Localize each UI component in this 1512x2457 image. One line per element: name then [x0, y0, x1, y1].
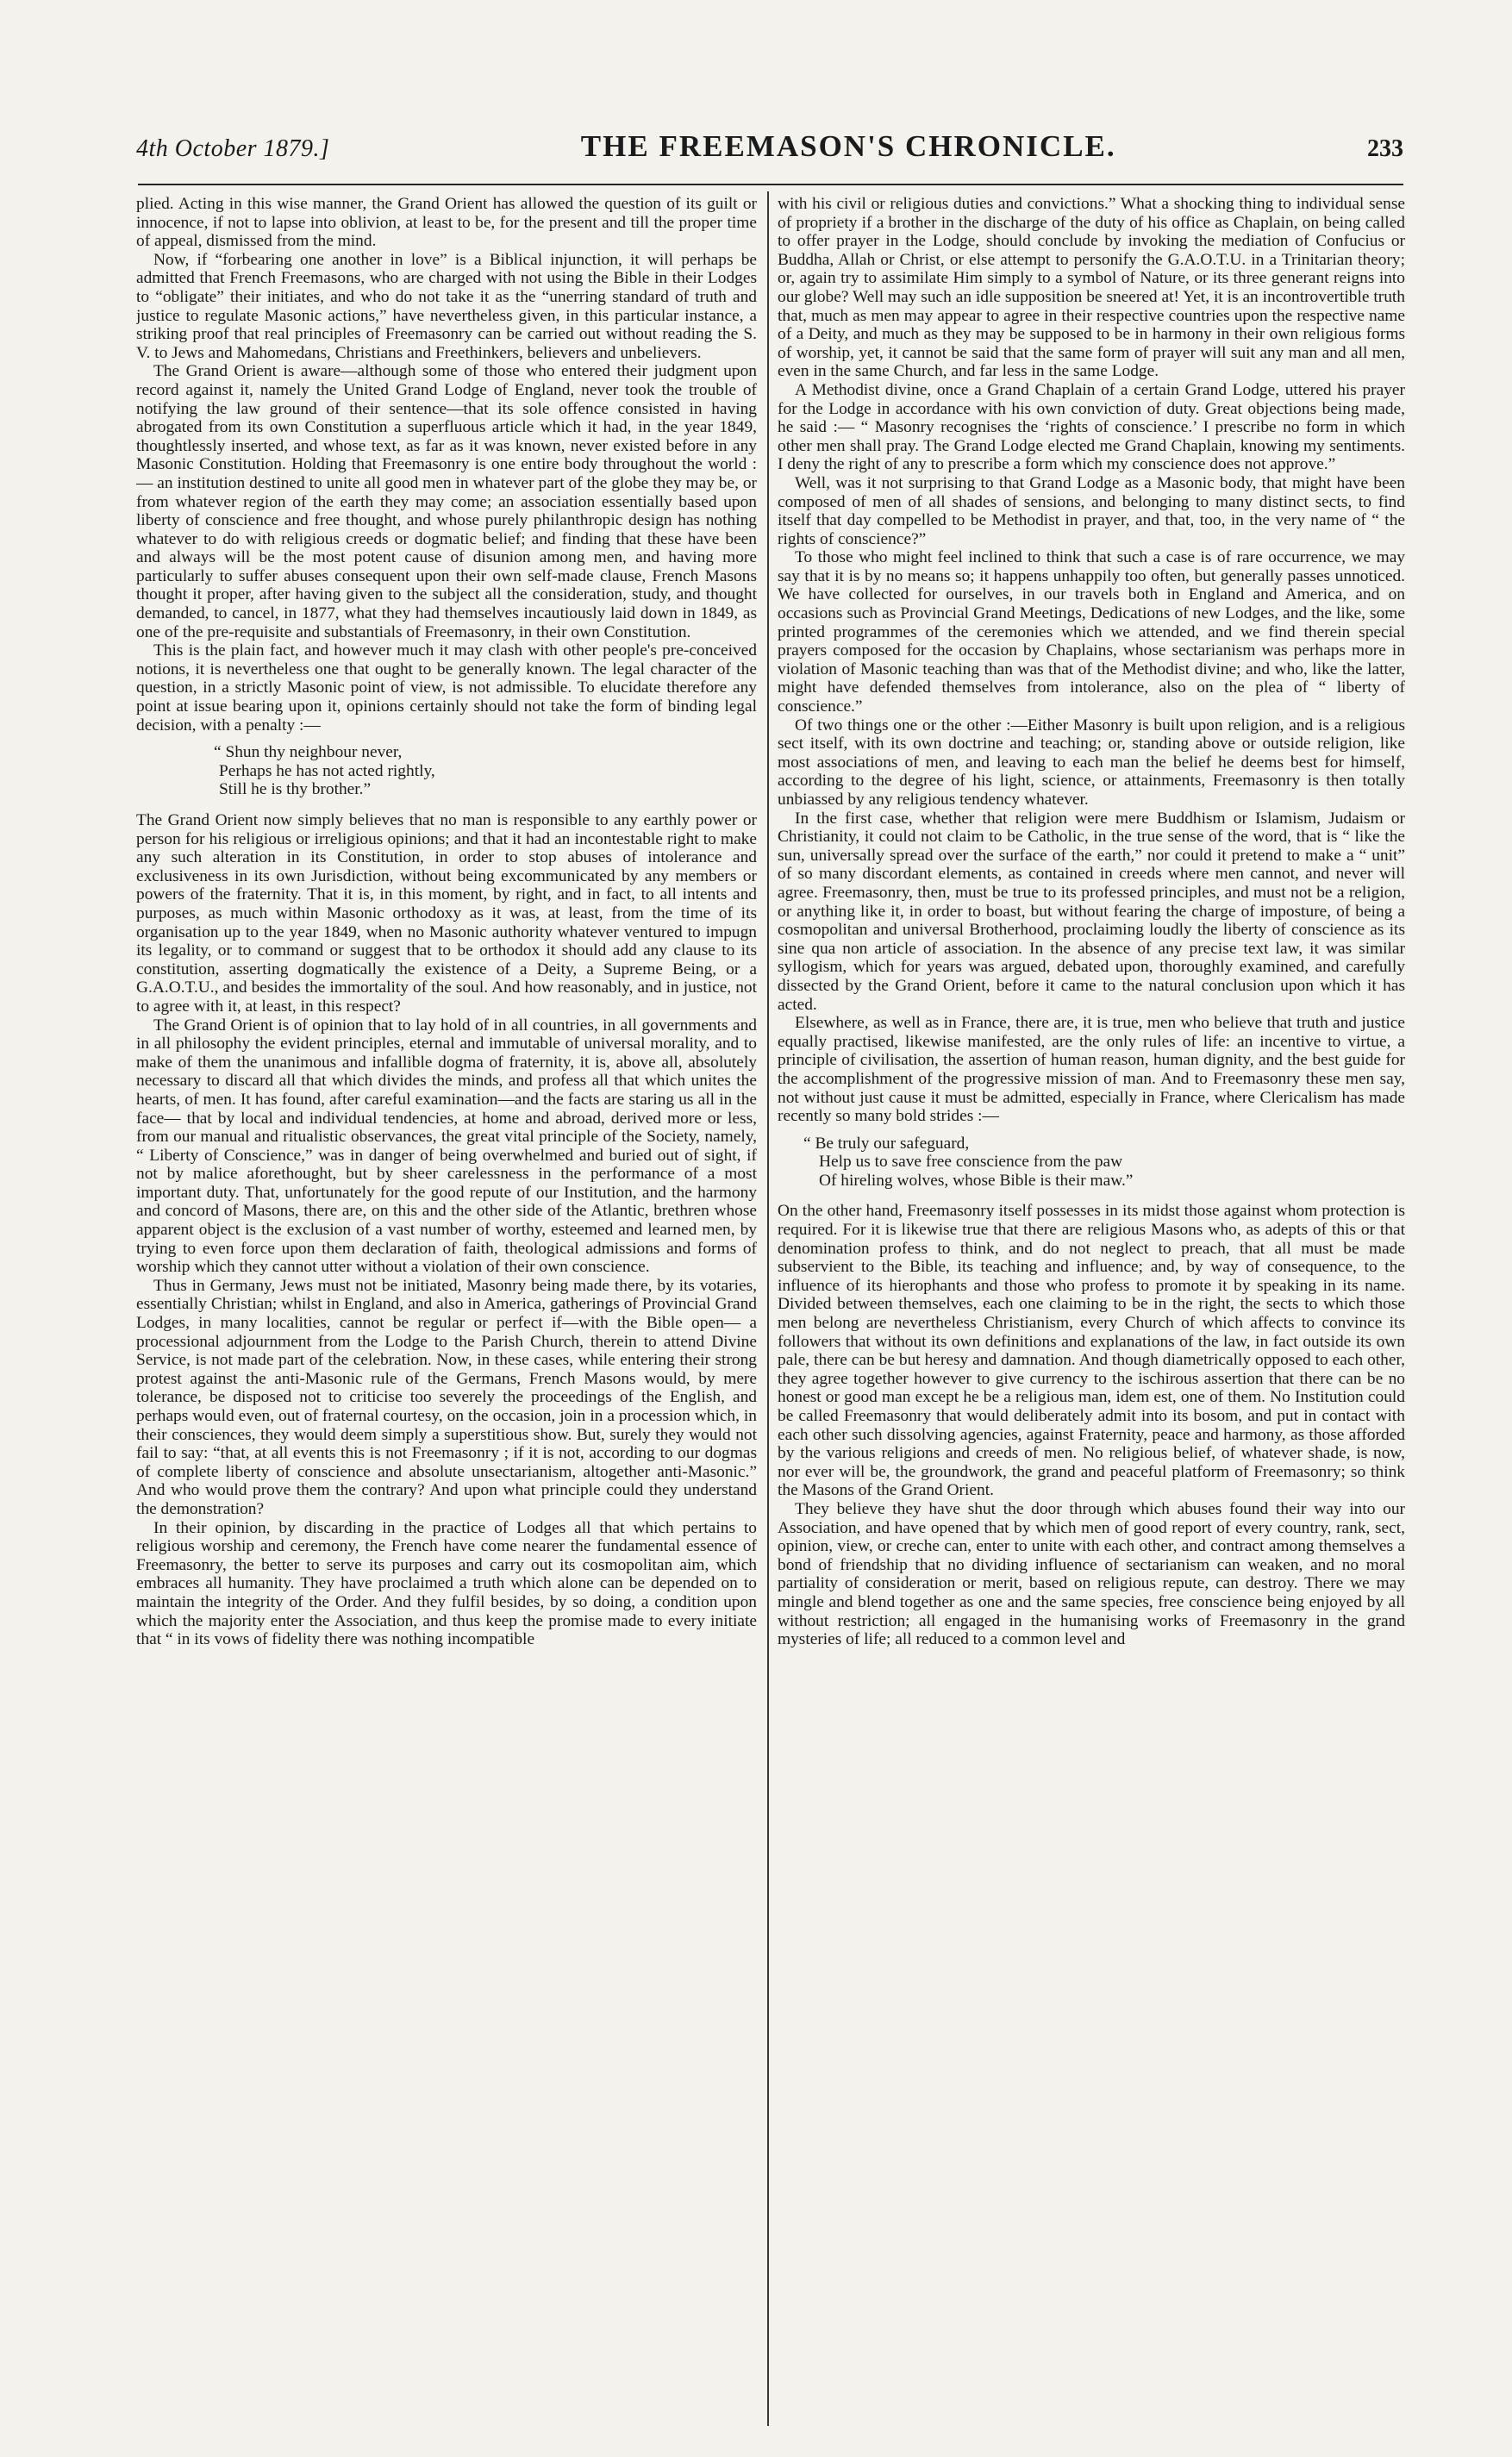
issue-date: 4th October 1879.]: [136, 135, 330, 162]
paragraph: On the other hand, Freemasonry itself possesses in its midst those against whom protection is required. For it is likewise true that there are religious Masons who, as adepts of this or that denomination profess to think, and do not neglect to preach, that all must be made subservient to the Bible, its teaching and influence; and, by way of consequence, to the influence of its hierophants and those who profess to promote it by speaking in its name. Divided between themselves, each one claiming to be in the right, the sects to which those men belong are nevertheless Christianism, every Church of which affects to convince its followers that without its own definitions and explanations of the law, in fact outside its own pale, there can be but heresy and damnation. And though diametrically opposed to each other, they agree together however to give currency to the ischirous assertion that there can be no honest or good man except he be a religious man, idem est, one of them. No Institution could be called Freemasonry that would deliberately admit into its bosom, and put in contact with each other such dissolving agencies, against Fraternity, peace and harmony, as those afforded by the various religions and creeds of men. No religious belief, of whatever shade, is now, nor ever will be, the groundwork, the grand and peaceful platform of Freemasonry; so think the Masons of the Grand Orient.: [778, 1202, 1405, 1500]
left-column: [136, 195, 757, 2428]
paragraph: Now, if “forbearing one another in love” is a Biblical injunction, it will perhaps be admitted that French Freemasons, who are charged with not using the Bible in their Lodges to “obligate” their initiates, and who do not take it as the “unerring standard of truth and justice to regulate Masonic actions,” have nevertheless given, in this particular instance, a striking proof that real principles of Freemasonry can be carried out without reading the S. V. to Jews and Mahomedans, Christians and Freethinkers, believers and unbelievers.: [136, 250, 757, 362]
verse-line: “ Be truly our safeguard,: [803, 1134, 970, 1153]
paragraph: Of two things one or the other :—Either Masonry is built upon religion, and is a religious sect itself, with its own doctrine and teaching; or, standing above or outside religion, like most associations of men, and leaving to each man the belief he deems best for himself, according to the degree of his light, science, or attainments, Freemasonry is then totally unbiassed by any religious tendency whatever.: [778, 716, 1405, 809]
paragraph: This is the plain fact, and however much it may clash with other people's pre-conceived notions, it is nevertheless one that ought to be generally known. The legal character of the question, in a strictly Masonic point of view, is not admissible. To elucidate therefore any point at issue bearing upon it, opinions certainly should not take the form of binding legal decision, with a penalty :—: [136, 641, 757, 735]
paragraph: To those who might feel inclined to think that such a case is of rare occurrence, we may say that it is by no means so; it happens unhappily too often, but generally passes unnoticed. We have collected for ourselves, in our travels both in England and America, and on occasions such as Provincial Grand Meetings, Dedications of new Lodges, and the like, some printed programmes of the ceremonies which we attended, and we find therein special prayers composed for the occasion by Chaplains, whose sectarianism was perhaps more in violation of Masonic teaching than was that of the Methodist divine; and who, like the latter, might have defended themselves from intolerance, also on the plea of “ liberty of conscience.”: [778, 548, 1405, 716]
verse-line: “ Shun thy neighbour never,: [214, 743, 403, 762]
verse-line: Of hireling wolves, whose Bible is their maw.”: [819, 1171, 1134, 1190]
paragraph: Thus in Germany, Jews must not be initiated, Masonry being made there, by its votaries, essentially Christian; whilst in England, and also in America, gatherings of Provincial Grand Lodges, in many localities, cannot be regular or perfect if—with the Bible open— a processional adjournment from the Lodge to the Parish Church, therein to attend Divine Service, is not made part of the celebration. Now, in these cases, while entering their strong protest against the anti-Masonic rule of the Germans, French Masons would, by mere tolerance, be disposed not to criticise too severely the proceedings of the English, and perhaps would even, out of fraternal courtesy, on the occasion, join in a procession which, in their consciences, they would deem simply a superstitious show. But, surely they would not fail to say: “that, at all events this is not Freemasonry ; if it is not, according to our dogmas of complete liberty of conscience and absolute unsectarianism, altogether anti-Masonic.” And who would prove them the contrary? And upon what principle could they understand the demonstration?: [136, 1276, 757, 1518]
verse-line: Help us to save free conscience from the paw: [819, 1153, 1123, 1172]
paragraph: The Grand Orient now simply believes that no man is responsible to any earthly power or person for his religious or irreligious opinions; and that it had an incontestable right to make any such alteration in its Constitution, in order to stop abuses of intolerance and exclusiveness in its own Jurisdiction, without being excommunicated by any members or powers of the fraternity. That it is, in this moment, by right, and in fact, to all intents and purposes, as much within Masonic orthodoxy as it was, at least, from the time of its organisation up to the year 1849, when no Masonic authority whatever ventured to impugn its legality, or to command or suggest that to be orthodox it should add any clause to its constitution, asserting dogmatically the existence of a Deity, a Supreme Being, or a G.A.O.T.U., and besides the immortality of the soul. And how reasonably, and in justice, not to agree with it, at least, in this respect?: [136, 811, 757, 1016]
page-number: 233: [1367, 135, 1403, 162]
verse-line: Still he is thy brother.”: [219, 780, 372, 799]
verse-line: Perhaps he has not acted rightly,: [219, 761, 435, 780]
paragraph: with his civil or religious duties and convictions.” What a shocking thing to individual sense of propriety if a brother in the discharge of the duty of his office as Chaplain, on being called to offer prayer in the Lodge, should conclude by invoking the mediation of Confucius or Buddha, Allah or Christ, or else attempt to personify the G.A.O.T.U. in a Trinitarian theory; or, again try to assimilate Him simply to a symbol of Nature, or its three generant reigns into our globe? Well may such an idle supposition be sneered at! Yet, it is an incontrovertible truth that, much as men may appear to agree in their respective countries upon the respective name of a Deity, and much as they may be supposed to be in harmony in their own religious forms of worship, yet, it cannot be said that the same form of prayer will suit any man and all men, even in the same Church, and far less in the same Lodge.: [778, 195, 1405, 381]
paragraph: The Grand Orient is of opinion that to lay hold of in all countries, in all governments and in all philosophy the evident principles, eternal and immutable of universal morality, and to make of them the unanimous and infallible dogma of fraternity, it is, above all, absolutely necessary to discard all that which divides the minds, and profess all that which unites the hearts, of men. It has found, after careful examination—and the facts are staring us all in the face— that by local and individual tendencies, at home and abroad, derived more or less, from our manual and ritualistic observances, the great vital principle of the Society, namely, “ Liberty of Conscience,” was in danger of being overwhelmed and buried out of sight, if not by malice aforethought, but by sheer carelessness in the performance of a most important duty. That, unfortunately for the good repute of our Institution, and the harmony and concord of Masons, there are, on this and the other side of the Atlantic, brethren whose apparent object is the exclusion of a vast number of worthy, esteemed and learned men, by trying to even force upon them declaration of faith, theological admissions and forms of worship which they cannot utter without a violation of their own conscience.: [136, 1016, 757, 1277]
verse-quote: [136, 743, 757, 799]
paragraph: A Methodist divine, once a Grand Chaplain of a certain Grand Lodge, uttered his prayer for the Lodge in accordance with his own conviction of duty. Great objections being made, he said :— “ Masonry recognises the ‘rights of conscience.’ I prescribe no form in which other men shall pray. The Grand Lodge elected me Grand Chaplain, knowing my sentiments. I deny the right of any to prescribe a form which my conscience does not approve.”: [778, 380, 1405, 474]
paragraph: Well, was it not surprising to that Grand Lodge as a Masonic body, that might have been composed of men of all shades of sensions, and belonging to many distinct sects, to find itself that day compelled to be Methodist in prayer, and that, too, in the very name of “ the rights of conscience?”: [778, 473, 1405, 548]
paragraph: In their opinion, by discarding in the practice of Lodges all that which pertains to religious worship and ceremony, the French have come nearer the fundamental essence of Freemasonry, the better to serve its purposes and carry out its cosmopolitan aim, which embraces all humanity. They have proclaimed a truth which alone can be depended on to maintain the integrity of the Order. And they fulfil besides, by so doing, a condition upon which the majority enter the Association, and thus keep the promise made to every initiate that “ in its vows of fidelity there was nothing incompatible: [136, 1518, 757, 1649]
verse-quote: [778, 1135, 1405, 1191]
publication-title: THE FREEMASON'S CHRONICLE.: [580, 129, 1116, 163]
paragraph: Elsewhere, as well as in France, there are, it is true, men who believe that truth and justice equally practised, likewise manifested, are the only rules of life: an incentive to virtue, a principle of civilisation, the assertion of human reason, human dignity, and the best guide for the accomplishment of the progressive mission of man. And to Freemasonry these men say, not without just cause it must be admitted, especially in France, where Clericalism has made recently so many bold strides :—: [778, 1014, 1405, 1126]
paragraph: In the first case, whether that religion were mere Buddhism or Islamism, Judaism or Christianity, it could not claim to be Catholic, in the true sense of the word, that is “ like the sun, universally spread over the surface of the earth,” nor could it pretend to make a “ unit” of so many discordant elements, as contained in creeds where men cannot, and never will agree. Freemasonry, then, must be true to its professed principles, and must not be a religion, or anything like it, in order to boast, but without fearing the charge of imposture, of being a cosmopolitan and universal Brotherhood, proclaiming loudly the liberty of conscience as its sine qua non article of association. In the absence of any precise text law, it was similar syllogism, which for years was argued, debated upon, thoroughly examined, and carefully dissected by the Grand Orient, before it came to the natural conclusion upon which it has acted.: [778, 809, 1405, 1014]
header-rule: [138, 184, 1403, 185]
paragraph: The Grand Orient is aware—although some of those who entered their judgment upon record against it, namely the United Grand Lodge of England, never took the trouble of notifying the law ground of their sentence—that its sole offence consisted in having abrogated from its own Constitution a superfluous article which it had, in the year 1849, thoughtlessly inserted, and whose text, as far as it was known, never existed before in any Masonic Constitution. Holding that Freemasonry is one entire body throughout the world :— an institution destined to unite all good men in whatever part of the globe they may be, or from whatever region of the earth they may come; an association essentially based upon liberty of conscience and free thought, and whose purely philanthropic design has nothing whatever to do with religious creeds or dogmatic belief; and finding that these have been and always will be the most potent cause of disunion among men, and having more particularly to suffer abuses consequent upon their own self-made clause, French Masons thought it proper, after having given to the subject all the consideration, study, and thought demanded, to cancel, in 1877, what they had themselves incautiously laid down in 1849, as one of the pre-requisite and substantials of Freemasonry, in their own Constitution.: [136, 362, 757, 641]
right-column: [778, 195, 1405, 2428]
paragraph: plied. Acting in this wise manner, the Grand Orient has allowed the question of its guilt or innocence, if not to lapse into oblivion, at least to be, for the present and till the proper time of appeal, dismissed from the mind.: [136, 195, 757, 251]
paragraph: They believe they have shut the door through which abuses found their way into our Association, and have opened that by which men of good report of every country, rank, sect, opinion, view, or creche can, enter to unite with each other, and contract among themselves a bond of friendship that no dividing influence of sectarianism can weaken, and no moral partiality of consideration or merit, based on religious repute, can destroy. There we may mingle and blend together as one and the same species, free conscience being enjoyed by all without restriction; all engaged in the humanising works of Freemasonry in the grand mysteries of life; all reduced to a common level and: [778, 1499, 1405, 1649]
column-divider: [767, 191, 769, 2426]
masthead: [136, 129, 1403, 179]
